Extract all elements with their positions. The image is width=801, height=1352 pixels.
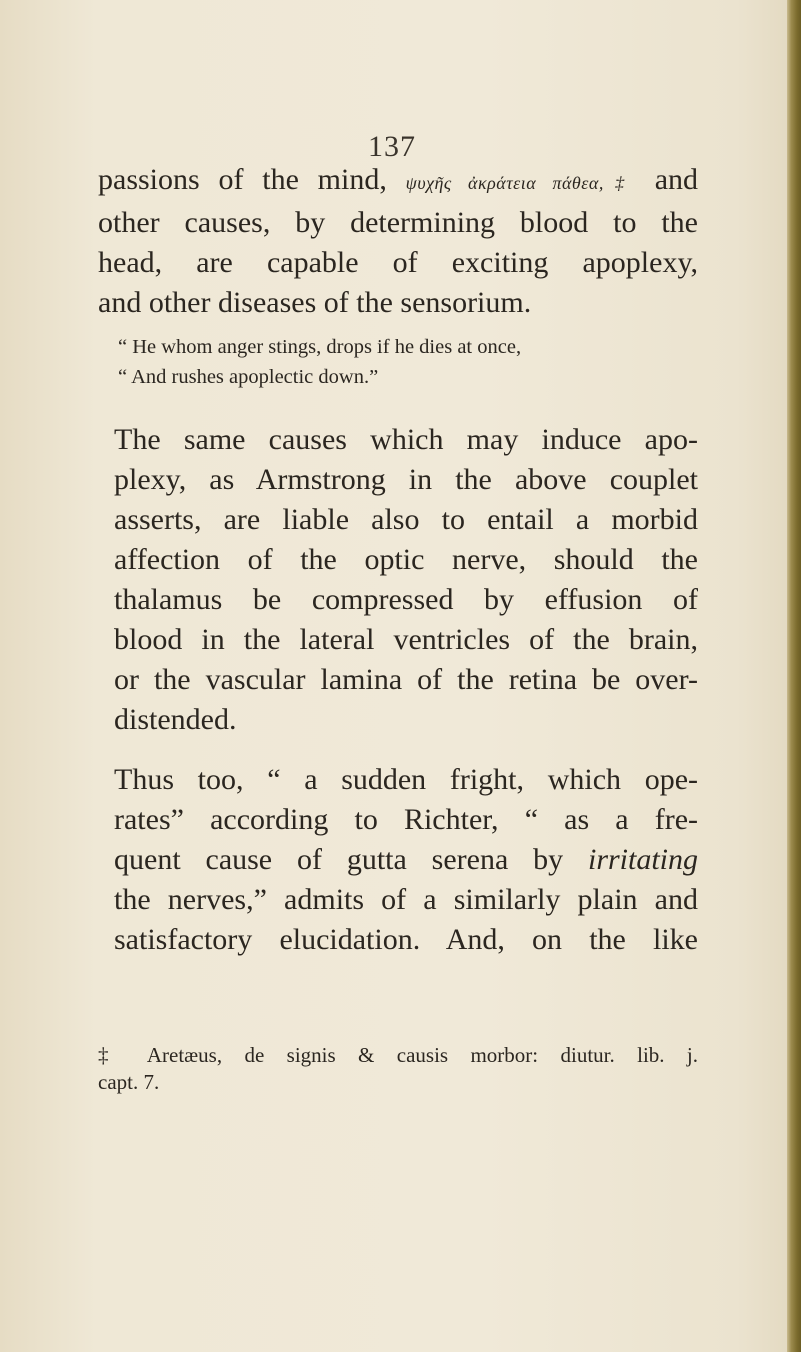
text-line (98, 840, 698, 880)
text-line: affection of the optic nerve, should the (114, 543, 698, 576)
text-segment: and (654, 163, 699, 196)
verse-line-2: “ And rushes apoplectic down.” (118, 366, 379, 388)
footnote-line: capt. 7. (98, 1070, 160, 1094)
paragraph-2 (98, 420, 698, 740)
text-line: distended. (114, 703, 237, 736)
text-line: head, are capable of exciting apoplexy, (98, 246, 698, 279)
footnote-line: ‡ Aretæus, de signis & causis morbor: diutur. lib. j. (98, 1043, 698, 1067)
text-line: rates” according to Richter, “ as a fre- (114, 803, 698, 836)
footnote (98, 1042, 698, 1096)
text-line: plexy, as Armstrong in the above couplet (114, 463, 698, 496)
text-line: or the vascular lamina of the retina be over- (114, 663, 698, 696)
text-line: blood in the lateral ventricles of the brain, (114, 623, 698, 656)
text-line: The same causes which may induce apo- (114, 423, 698, 456)
page-edge (787, 0, 801, 1352)
text-line: satisfactory elucidation. And, on the like (114, 923, 698, 956)
text-line: the nerves,” admits of a similarly plain and (114, 883, 698, 916)
text-line (98, 160, 698, 203)
paragraph-1 (98, 160, 698, 323)
page-number: 137 (368, 130, 416, 163)
text-line: and other diseases of the sensorium. (98, 286, 532, 319)
text-segment: passions of the mind, (98, 163, 387, 196)
text-line: thalamus be compressed by effusion of (114, 583, 698, 616)
italic-word: irritating (587, 843, 699, 876)
verse-line-1: “ He whom anger stings, drops if he dies at once, (118, 336, 522, 358)
text-line: Thus too, “ a sudden fright, which ope- (114, 763, 698, 796)
greek-quote: ψυχῆς ἀκράτεια πάθεα,‡ (405, 173, 636, 193)
text-segment: quent cause of gutta serena by (114, 843, 564, 876)
text-line: asserts, are liable also to entail a morbid (114, 503, 698, 536)
paragraph-3 (98, 760, 698, 960)
text-line: other causes, by determining blood to the (98, 206, 698, 239)
